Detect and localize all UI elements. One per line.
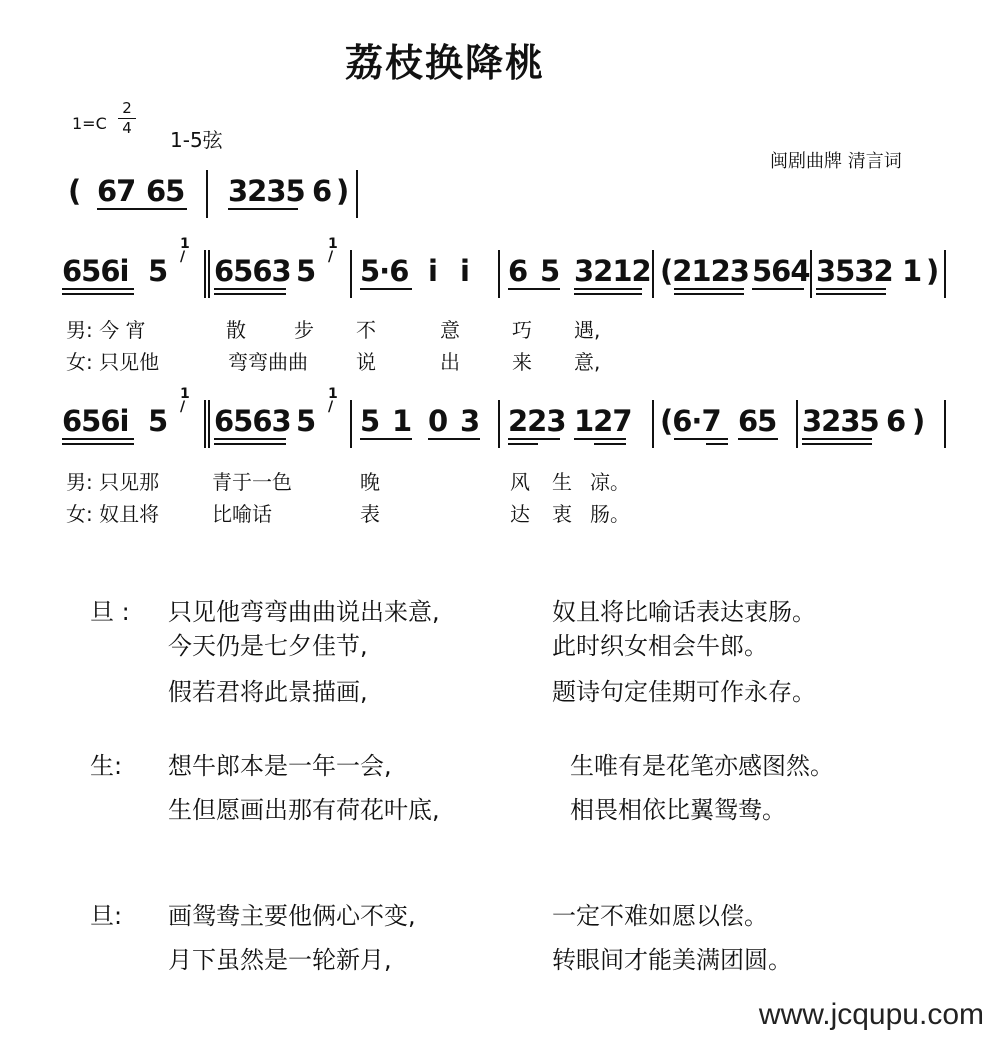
bar-line xyxy=(350,400,352,448)
lyric-word: 散 xyxy=(226,318,246,342)
underline xyxy=(214,438,286,440)
note: 656i xyxy=(62,254,129,288)
underline xyxy=(97,208,187,210)
speaker-label: 旦: xyxy=(90,902,123,930)
verse-line: 奴且将比喻话表达衷肠。 xyxy=(552,598,816,626)
note: 6 xyxy=(312,174,332,208)
bar-line xyxy=(204,250,206,298)
note: i xyxy=(428,254,437,288)
underline xyxy=(802,438,872,440)
strings-note: 1-5弦 xyxy=(170,128,223,152)
verse-line: 今天仍是七夕佳节, xyxy=(168,632,368,660)
lyric-word: 意 xyxy=(440,318,460,342)
lyric-word: 巧 xyxy=(512,318,532,342)
underline xyxy=(62,288,134,290)
verse-line: 题诗句定佳期可作永存。 xyxy=(552,678,816,706)
grace-note: 1 / xyxy=(328,386,338,415)
grace-note: 1 / xyxy=(180,386,190,415)
note: 6563 xyxy=(214,404,291,438)
watermark: www.jcqupu.com xyxy=(758,998,984,1031)
bar-line xyxy=(350,250,352,298)
note: 5 xyxy=(148,404,168,438)
note: 65 xyxy=(738,404,777,438)
lyric-word: 衷 xyxy=(552,502,572,526)
score-line-2 xyxy=(0,386,1000,446)
lyric-word: 青于一色 xyxy=(212,470,292,494)
note: (6·7 xyxy=(660,404,721,438)
underline xyxy=(360,438,412,440)
verse-line: 此时织女相会牛郎。 xyxy=(552,632,768,660)
note: 3212 xyxy=(574,254,651,288)
lyric-word: 晚 xyxy=(360,470,380,494)
underline xyxy=(738,438,778,440)
underline xyxy=(428,438,480,440)
underline xyxy=(508,438,560,440)
underline xyxy=(228,208,298,210)
note: ) xyxy=(926,254,939,288)
lyric-male-2: 男: 只见那 xyxy=(66,470,160,494)
verse-line: 相畏相依比翼鸳鸯。 xyxy=(570,796,786,824)
underline xyxy=(706,443,728,445)
underline xyxy=(62,293,134,295)
underline xyxy=(574,293,642,295)
bar-line xyxy=(944,250,946,298)
note: 5 xyxy=(540,254,560,288)
score-intro xyxy=(0,170,1000,216)
note: (2123 xyxy=(660,254,749,288)
grace-note: 1 / xyxy=(180,236,190,265)
underline xyxy=(214,293,286,295)
bar-line xyxy=(208,250,210,298)
bar-line xyxy=(498,400,500,448)
underline xyxy=(752,288,804,290)
note: i xyxy=(460,254,469,288)
verse-line: 月下虽然是一轮新月, xyxy=(168,946,392,974)
verse-line: 想牛郎本是一年一会, xyxy=(168,752,392,780)
note: 5·6 xyxy=(360,254,409,288)
verse-line: 一定不难如愿以偿。 xyxy=(552,902,768,930)
note: 5 xyxy=(296,254,316,288)
lyric-word: 弯弯曲曲 xyxy=(228,350,308,374)
bar-line xyxy=(652,400,654,448)
underline xyxy=(214,288,286,290)
note: 3235 xyxy=(802,404,879,438)
lyric-word: 步 xyxy=(294,318,314,342)
lyric-word: 不 xyxy=(356,318,376,342)
bar-line xyxy=(498,250,500,298)
time-signature: 2 4 xyxy=(118,100,136,137)
bar-line xyxy=(652,250,654,298)
underline xyxy=(214,443,286,445)
underline xyxy=(574,288,642,290)
note: 223 xyxy=(508,404,566,438)
verse-line: 假若君将此景描画, xyxy=(168,678,368,706)
lyric-male-1: 男: 今 宵 xyxy=(66,318,146,342)
lyric-word: 意, xyxy=(574,350,601,374)
lyric-word: 来 xyxy=(512,350,532,374)
lyric-female-1: 女: 只见他 xyxy=(66,350,160,374)
note: 564 xyxy=(752,254,810,288)
note: 5 xyxy=(360,404,380,438)
verse-line: 只见他弯弯曲曲说出来意, xyxy=(168,598,440,626)
lyric-word: 风 xyxy=(510,470,530,494)
lyric-word: 表 xyxy=(360,502,380,526)
bar-line xyxy=(208,400,210,448)
bar-line xyxy=(810,250,812,298)
bar-line xyxy=(944,400,946,448)
bar-line xyxy=(206,170,208,218)
note: 6 xyxy=(508,254,528,288)
lyric-word: 遇, xyxy=(574,318,601,342)
note: 65 xyxy=(146,174,185,208)
underline xyxy=(62,443,134,445)
underline xyxy=(674,438,728,440)
note: 3235 xyxy=(228,174,305,208)
underline xyxy=(802,443,872,445)
lyric-word: 生 xyxy=(552,470,572,494)
underline xyxy=(816,293,886,295)
score-line-1 xyxy=(0,236,1000,296)
note: 5 xyxy=(296,404,316,438)
verse-line: 画鸳鸯主要他俩心不变, xyxy=(168,902,416,930)
grace-note: 1 / xyxy=(328,236,338,265)
note: 127 xyxy=(574,404,632,438)
source-credit: 闽剧曲牌 清言词 xyxy=(770,151,902,172)
note: 3532 xyxy=(816,254,893,288)
lyric-word: 出 xyxy=(440,350,460,374)
underline xyxy=(62,438,134,440)
lyric-word: 凉。 xyxy=(590,470,630,494)
note: 1 xyxy=(902,254,922,288)
note: ( xyxy=(68,174,81,208)
underline xyxy=(508,288,560,290)
lyric-word: 说 xyxy=(356,350,376,374)
underline xyxy=(360,288,412,290)
underline xyxy=(816,288,886,290)
page-title: 荔枝换降桃 xyxy=(345,41,546,85)
underline xyxy=(574,438,626,440)
bar-line xyxy=(796,400,798,448)
note: 6 xyxy=(886,404,906,438)
verse-line: 生但愿画出那有荷花叶底, xyxy=(168,796,440,824)
underline xyxy=(508,443,538,445)
speaker-label: 生: xyxy=(90,752,123,780)
bar-line xyxy=(356,170,358,218)
verse-line: 转眼间才能美满团圆。 xyxy=(552,946,792,974)
bar-line xyxy=(204,400,206,448)
key-signature: 1=C xyxy=(72,114,107,133)
underline xyxy=(594,443,626,445)
note: 1 xyxy=(392,404,412,438)
lyric-word: 肠。 xyxy=(590,502,630,526)
note: 3 xyxy=(460,404,480,438)
lyric-female-2: 女: 奴且将 xyxy=(66,502,160,526)
lyric-word: 达 xyxy=(510,502,530,526)
note: 5 xyxy=(148,254,168,288)
lyric-word: 比喻话 xyxy=(212,502,272,526)
note: ) xyxy=(336,174,349,208)
note: 67 xyxy=(97,174,136,208)
note: 0 xyxy=(428,404,448,438)
note: 6563 xyxy=(214,254,291,288)
underline xyxy=(674,293,744,295)
speaker-label: 旦 : xyxy=(90,598,130,626)
underline xyxy=(674,288,744,290)
note: ) xyxy=(912,404,925,438)
verse-line: 生唯有是花笔亦感图然。 xyxy=(570,752,834,780)
note: 656i xyxy=(62,404,129,438)
